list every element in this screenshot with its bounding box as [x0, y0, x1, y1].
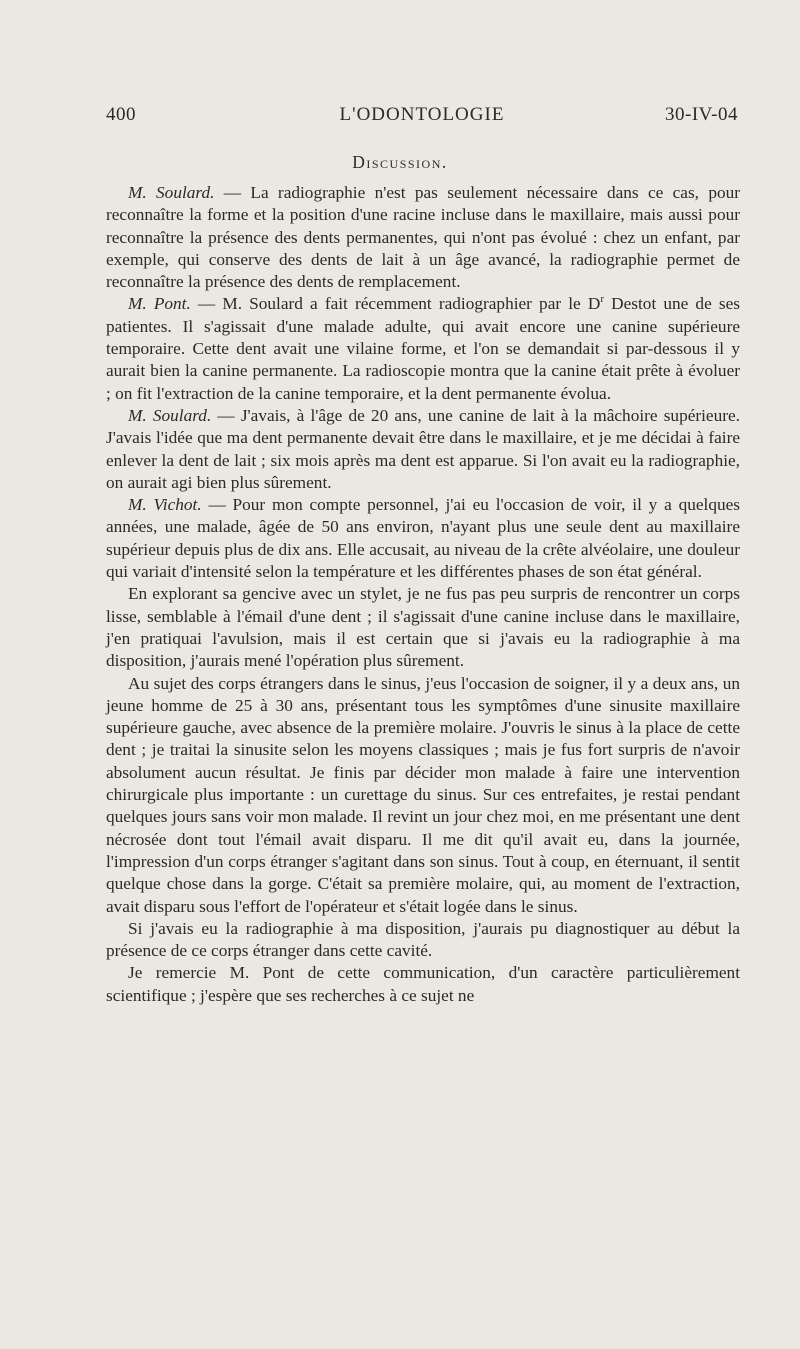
- discussion-body: [106, 182, 740, 1007]
- paragraph-text: Je remercie M. Pont de cette communication, d'un caractère particulièrement scientifique ; j'espère que ses recherches à ce sujet ne: [106, 963, 740, 1005]
- speaker-name: M. Soulard.: [128, 183, 215, 202]
- paragraph-text: — Pour mon compte personnel, j'ai eu l'occasion de voir, il y a quelques années, une malade, âgée de 50 ans environ, n'ayant plus une seule dent au maxillaire supérieur depuis plus de dix ans. Elle accusait, au niveau de la crête alvéolaire, une douleur qui variait d'intensité selon la température et les différentes phases de son état général.: [106, 495, 741, 582]
- speaker-name: M. Vichot.: [128, 495, 202, 515]
- paragraph-text: Si j'avais eu la radiographie à ma disposition, j'aurais pu diagnostiquer au début la présence de ce corps étranger dans cette cavité.: [106, 918, 740, 961]
- paragraph: [106, 583, 740, 672]
- superscript: r: [600, 293, 604, 306]
- paragraph: [106, 918, 740, 963]
- paragraph-text: — M. Soulard a fait récemment radiographier par le D: [190, 294, 601, 314]
- journal-title: L'ODONTOLOGIE: [339, 104, 505, 125]
- paragraph-text: — J'avais, à l'âge de 20 ans, une canine de lait à la mâchoire supérieure. J'avais l'idée que ma dent permanente devait être dans le maxillaire, et je me décidai à faire enlever la dent de lait ; six mois après ma dent est apparue. Si l'on avait eu la radiographie, on aurait agi bien plus sûrement.: [106, 405, 740, 492]
- running-head: [106, 104, 738, 130]
- paragraph-text: Au sujet des corps étrangers dans le sinus, j'eus l'occasion de soigner, il y a deux ans, un jeune homme de 25 à 30 ans, présentant tous les symptômes d'une sinusite maxillaire supérieure gauche, avec absence de la première molaire. J'ouvris le sinus à la place de cette dent ; je traitai la sinusite selon les moyens classiques ; mais je fus fort surpris de n'avoir absolument aucun résultat. Je finis par décider mon malade à faire une intervention chirurgicale plus importante : un curettage du sinus. Sur ces entrefaites, je restai pendant quelques jours sans voir mon malade. Il revint un jour chez moi, en me présentant une dent nécrosée dont tout l'émail avait disparu. Il me dit qu'il avait eu, dans la journée, l'impression d'un corps étranger s'agitant dans son sinus. Tout à coup, en éternuant, il sentit quelque chose dans la gorge. C'était sa première molaire, qui, au moment de l'extraction, avait disparu sous l'effort de l'opérateur et s'était logée dans le sinus.: [106, 673, 740, 916]
- paragraph: [106, 962, 740, 1007]
- paragraph-text: En explorant sa gencive avec un stylet, je ne fus pas peu surpris de rencontrer un corps lisse, semblable à l'émail d'une dent ; il s'agissait d'une canine incluse dans le maxillaire, j'en pratiquai l'avulsion, mais il est certain que si j'avais eu la radiographie à ma disposition, j'aurais mené l'opération plus sûrement.: [106, 584, 740, 671]
- paragraph: [106, 293, 740, 404]
- paragraph: [106, 182, 740, 293]
- page-number: 400: [106, 104, 136, 125]
- issue-date: 30-IV-04: [665, 104, 738, 125]
- section-heading: Discussion.: [352, 152, 448, 172]
- paragraph-text: — La radiographie n'est pas seulement nécessaire dans ce cas, pour reconnaître la forme et la position d'une racine incluse dans le maxillaire, mais aussi pour reconnaître la présence des dents permanentes, qui n'ont pas évolué : chez un enfant, par exemple, qui conserve des dents de lait à un âge avancé, la radiographie permet de reconnaître la présence des dents de remplacement.: [106, 183, 740, 292]
- paragraph-text: Destot une de ses patientes. Il s'agissait d'une malade adulte, qui avait encore une canine supérieure temporaire. Cette dent avait une vilaine forme, et l'on se demandait si par-dessous il y aurait bien la canine permanente. La radioscopie montra que la canine était prête à évoluer ; on fit l'extraction de la canine temporaire, et la dent permanente évolua.: [106, 294, 740, 403]
- paragraph: [106, 405, 740, 494]
- speaker-name: M. Pont.: [128, 294, 191, 314]
- paragraph: [106, 673, 740, 918]
- paragraph: [106, 494, 740, 583]
- speaker-name: M. Soulard.: [128, 405, 212, 425]
